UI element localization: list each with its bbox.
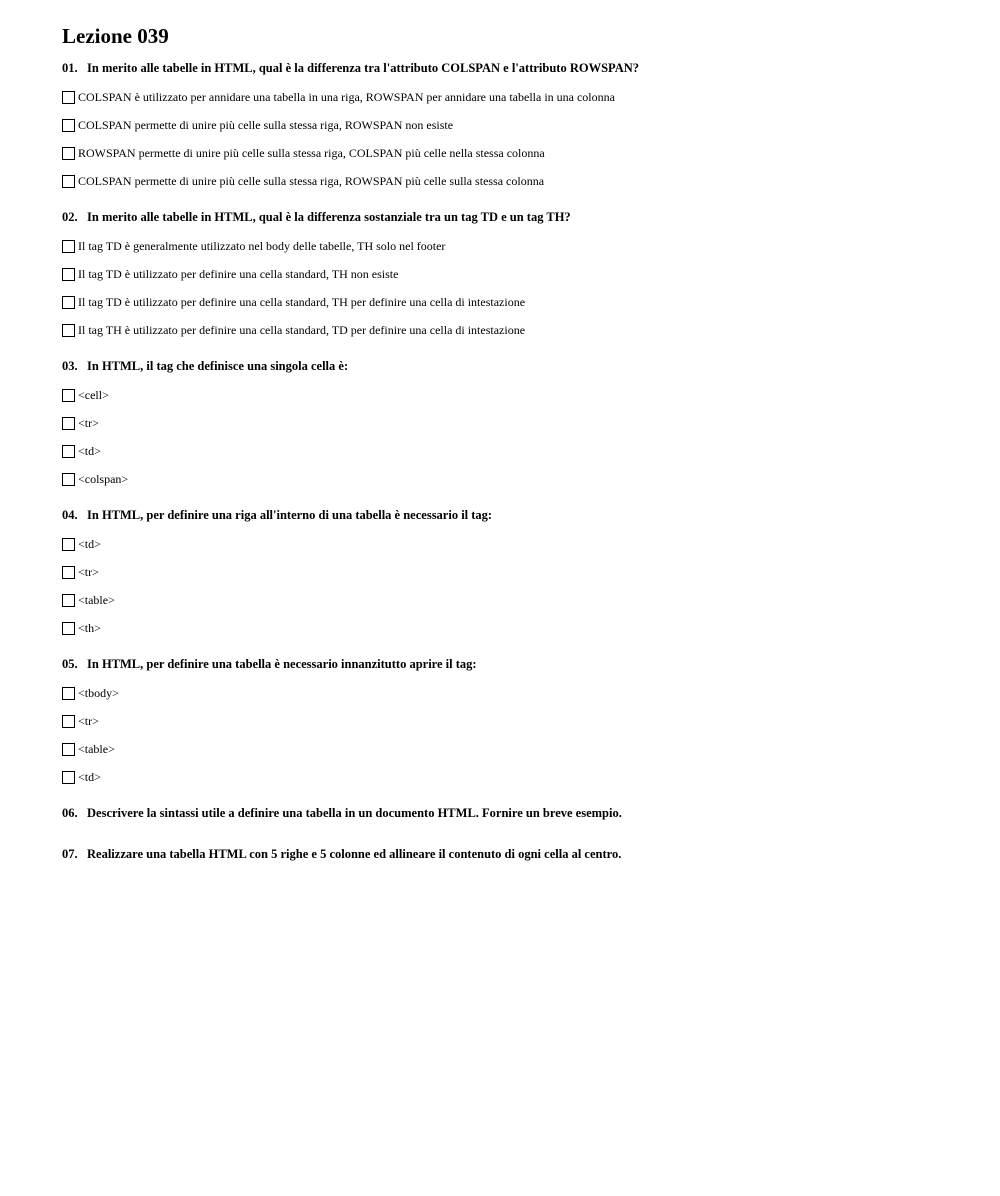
checkbox[interactable] bbox=[62, 91, 75, 104]
option-label: <tr> bbox=[78, 564, 99, 579]
answer-option[interactable] bbox=[62, 260, 962, 288]
option-label: Il tag TH è utilizzato per definire una cella standard, TD per definire una cella di intestazione bbox=[78, 322, 526, 337]
question-number: 05. bbox=[62, 657, 78, 671]
checkbox[interactable] bbox=[62, 268, 75, 281]
question-text bbox=[62, 804, 962, 822]
option-label: <table> bbox=[78, 592, 115, 607]
checkbox[interactable] bbox=[62, 473, 75, 486]
question-number: 01. bbox=[62, 61, 78, 75]
answer-option[interactable] bbox=[62, 735, 962, 763]
checkbox[interactable] bbox=[62, 417, 75, 430]
question-number: 07. bbox=[62, 847, 78, 861]
question-text bbox=[62, 208, 962, 226]
checkbox[interactable] bbox=[62, 240, 75, 253]
option-label: <tr> bbox=[78, 415, 99, 430]
answer-option[interactable] bbox=[62, 437, 962, 465]
option-label: <cell> bbox=[78, 387, 109, 402]
question-prompt: Descrivere la sintassi utile a definire una tabella in un documento HTML. Fornire un breve esempio. bbox=[87, 806, 622, 820]
checkbox[interactable] bbox=[62, 538, 75, 551]
answer-option[interactable] bbox=[62, 83, 962, 111]
option-label: <td> bbox=[78, 443, 101, 458]
quiz-page bbox=[62, 22, 962, 886]
option-label: <td> bbox=[78, 769, 101, 784]
option-label: COLSPAN permette di unire più celle sulla stessa riga, ROWSPAN più celle sulla stessa colonna bbox=[78, 173, 545, 188]
question-04 bbox=[62, 506, 962, 642]
checkbox[interactable] bbox=[62, 119, 75, 132]
question-prompt: In merito alle tabelle in HTML, qual è la differenza tra l'attributo COLSPAN e l'attributo ROWSPAN? bbox=[87, 61, 640, 75]
option-label: ROWSPAN permette di unire più celle sulla stessa riga, COLSPAN più celle nella stessa colonna bbox=[78, 145, 545, 160]
question-prompt: In HTML, il tag che definisce una singola cella è: bbox=[87, 359, 349, 373]
question-text bbox=[62, 506, 962, 524]
checkbox[interactable] bbox=[62, 594, 75, 607]
answer-option[interactable] bbox=[62, 232, 962, 260]
option-label: Il tag TD è utilizzato per definire una cella standard, TH non esiste bbox=[78, 266, 399, 281]
question-prompt: In merito alle tabelle in HTML, qual è la differenza sostanziale tra un tag TD e un tag TH? bbox=[87, 210, 571, 224]
answer-option[interactable] bbox=[62, 586, 962, 614]
question-number: 02. bbox=[62, 210, 78, 224]
answer-option[interactable] bbox=[62, 111, 962, 139]
question-01 bbox=[62, 59, 962, 195]
answer-option[interactable] bbox=[62, 614, 962, 642]
answer-option[interactable] bbox=[62, 167, 962, 195]
checkbox[interactable] bbox=[62, 687, 75, 700]
checkbox[interactable] bbox=[62, 324, 75, 337]
option-label: <tbody> bbox=[78, 685, 119, 700]
checkbox[interactable] bbox=[62, 147, 75, 160]
option-label: <tr> bbox=[78, 713, 99, 728]
checkbox[interactable] bbox=[62, 622, 75, 635]
answer-option[interactable] bbox=[62, 763, 962, 791]
answer-option[interactable] bbox=[62, 530, 962, 558]
page-title: Lezione 039 bbox=[62, 24, 169, 48]
option-label: <td> bbox=[78, 536, 101, 551]
checkbox[interactable] bbox=[62, 771, 75, 784]
question-07 bbox=[62, 845, 962, 863]
checkbox[interactable] bbox=[62, 175, 75, 188]
checkbox[interactable] bbox=[62, 715, 75, 728]
question-text bbox=[62, 59, 962, 77]
option-label: Il tag TD è utilizzato per definire una cella standard, TH per definire una cella di intestazione bbox=[78, 294, 526, 309]
checkbox[interactable] bbox=[62, 743, 75, 756]
question-05 bbox=[62, 655, 962, 791]
answer-option[interactable] bbox=[62, 558, 962, 586]
question-number: 04. bbox=[62, 508, 78, 522]
question-06 bbox=[62, 804, 962, 822]
answer-option[interactable] bbox=[62, 139, 962, 167]
question-prompt: In HTML, per definire una riga all'interno di una tabella è necessario il tag: bbox=[87, 508, 493, 522]
checkbox[interactable] bbox=[62, 566, 75, 579]
checkbox[interactable] bbox=[62, 445, 75, 458]
question-number: 06. bbox=[62, 806, 78, 820]
answer-option[interactable] bbox=[62, 707, 962, 735]
question-03 bbox=[62, 357, 962, 493]
option-label: <colspan> bbox=[78, 471, 129, 486]
question-prompt: Realizzare una tabella HTML con 5 righe e 5 colonne ed allineare il contenuto di ogni cella al centro. bbox=[87, 847, 622, 861]
answer-option[interactable] bbox=[62, 679, 962, 707]
answer-option[interactable] bbox=[62, 381, 962, 409]
question-text bbox=[62, 845, 962, 863]
option-label: Il tag TD è generalmente utilizzato nel body delle tabelle, TH solo nel footer bbox=[78, 238, 446, 253]
answer-option[interactable] bbox=[62, 465, 962, 493]
checkbox[interactable] bbox=[62, 389, 75, 402]
option-label: COLSPAN permette di unire più celle sulla stessa riga, ROWSPAN non esiste bbox=[78, 117, 454, 132]
option-label: <th> bbox=[78, 620, 101, 635]
question-text bbox=[62, 655, 962, 673]
answer-option[interactable] bbox=[62, 288, 962, 316]
option-label: COLSPAN è utilizzato per annidare una tabella in una riga, ROWSPAN per annidare una tabella in una colonna bbox=[78, 89, 615, 104]
checkbox[interactable] bbox=[62, 296, 75, 309]
question-02 bbox=[62, 208, 962, 344]
option-label: <table> bbox=[78, 741, 115, 756]
question-prompt: In HTML, per definire una tabella è necessario innanzitutto aprire il tag: bbox=[87, 657, 477, 671]
answer-option[interactable] bbox=[62, 409, 962, 437]
question-number: 03. bbox=[62, 359, 78, 373]
answer-option[interactable] bbox=[62, 316, 962, 344]
question-text bbox=[62, 357, 962, 375]
